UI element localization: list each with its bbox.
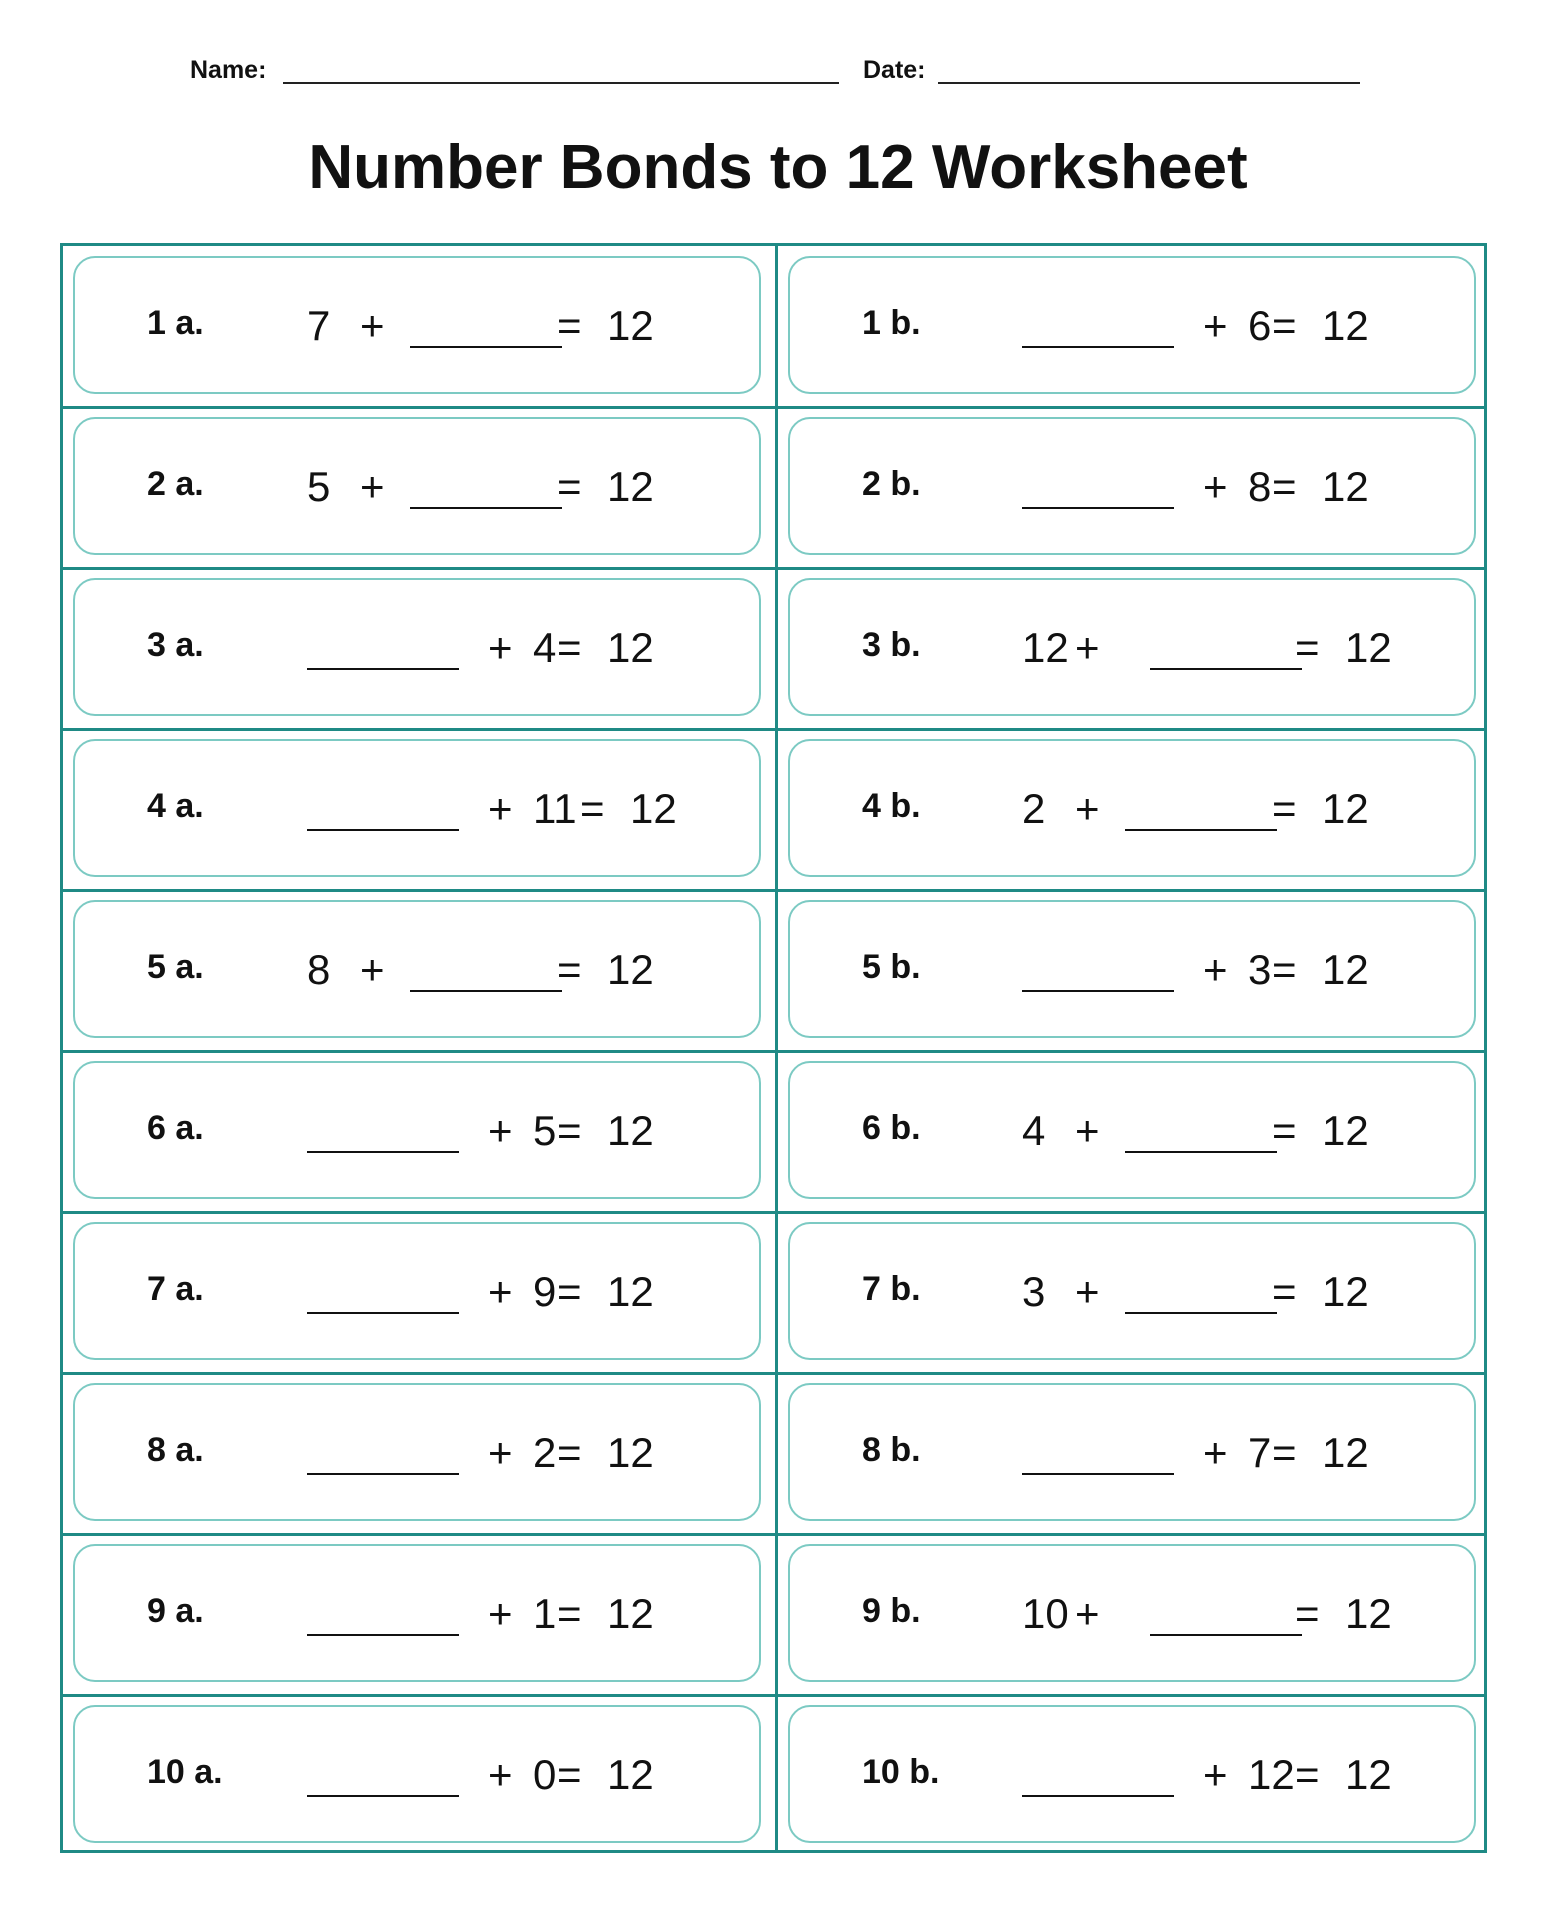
total-value: 12 xyxy=(607,1429,654,1476)
equals-sign: = xyxy=(557,1751,582,1798)
known-addend: 3 xyxy=(1022,1268,1046,1315)
equals-sign: = xyxy=(557,302,582,349)
problem-card xyxy=(788,739,1476,877)
known-addend: 3 xyxy=(1248,946,1272,993)
total-value: 12 xyxy=(1322,463,1369,510)
column-divider xyxy=(775,246,778,1850)
plus-sign: + xyxy=(1075,624,1100,671)
problem-label: 3 b. xyxy=(862,626,921,664)
problem-label: 2 b. xyxy=(862,465,921,503)
problem-card xyxy=(73,256,761,394)
total-value: 12 xyxy=(607,1107,654,1154)
problem-card xyxy=(788,1383,1476,1521)
known-addend: 12 xyxy=(1022,624,1069,671)
total-value: 12 xyxy=(607,302,654,349)
problem-card xyxy=(73,739,761,877)
row-divider xyxy=(63,1050,1484,1053)
answer-blank[interactable] xyxy=(1150,1634,1302,1636)
answer-blank[interactable] xyxy=(1022,346,1174,348)
problem-card xyxy=(73,1544,761,1682)
equals-sign: = xyxy=(1272,463,1297,510)
answer-blank[interactable] xyxy=(1022,507,1174,509)
known-addend: 5 xyxy=(307,463,331,510)
problem-label: 7 a. xyxy=(147,1270,204,1308)
total-value: 12 xyxy=(607,463,654,510)
total-value: 12 xyxy=(607,624,654,671)
answer-blank[interactable] xyxy=(1022,990,1174,992)
known-addend: 12 xyxy=(1248,1751,1295,1798)
plus-sign: + xyxy=(1075,1590,1100,1637)
problem-label: 6 a. xyxy=(147,1109,204,1147)
problem-label: 4 b. xyxy=(862,787,921,825)
total-value: 12 xyxy=(1322,1107,1369,1154)
problem-label: 9 b. xyxy=(862,1592,921,1630)
total-value: 12 xyxy=(630,785,677,832)
answer-blank[interactable] xyxy=(307,1151,459,1153)
problem-label: 5 a. xyxy=(147,948,204,986)
answer-blank[interactable] xyxy=(307,1795,459,1797)
problem-label: 8 a. xyxy=(147,1431,204,1469)
equals-sign: = xyxy=(557,1107,582,1154)
row-divider xyxy=(63,406,1484,409)
name-date-header xyxy=(190,54,1370,94)
answer-blank[interactable] xyxy=(307,829,459,831)
known-addend: 8 xyxy=(1248,463,1272,510)
page-title: Number Bonds to 12 Worksheet xyxy=(308,133,1248,202)
row-divider xyxy=(63,1533,1484,1536)
known-addend: 6 xyxy=(1248,302,1272,349)
plus-sign: + xyxy=(1203,1429,1228,1476)
total-value: 12 xyxy=(1322,1268,1369,1315)
equals-sign: = xyxy=(1272,785,1297,832)
problem-card xyxy=(788,1705,1476,1843)
total-value: 12 xyxy=(607,946,654,993)
known-addend: 7 xyxy=(1248,1429,1272,1476)
equals-sign: = xyxy=(1272,946,1297,993)
row-divider xyxy=(63,728,1484,731)
row-divider xyxy=(63,567,1484,570)
known-addend: 2 xyxy=(533,1429,557,1476)
equals-sign: = xyxy=(1272,1429,1297,1476)
plus-sign: + xyxy=(488,785,513,832)
problem-card xyxy=(73,1705,761,1843)
problem-label: 10 a. xyxy=(147,1753,223,1791)
problem-card xyxy=(788,256,1476,394)
problem-label: 10 b. xyxy=(862,1753,940,1791)
answer-blank[interactable] xyxy=(1022,1795,1174,1797)
equals-sign: = xyxy=(557,946,582,993)
problem-label: 7 b. xyxy=(862,1270,921,1308)
known-addend: 5 xyxy=(533,1107,557,1154)
plus-sign: + xyxy=(488,1590,513,1637)
known-addend: 2 xyxy=(1022,785,1046,832)
total-value: 12 xyxy=(1345,624,1392,671)
answer-blank[interactable] xyxy=(307,1634,459,1636)
answer-blank[interactable] xyxy=(1125,1151,1277,1153)
plus-sign: + xyxy=(488,1107,513,1154)
plus-sign: + xyxy=(488,1268,513,1315)
answer-blank[interactable] xyxy=(410,346,562,348)
plus-sign: + xyxy=(1075,785,1100,832)
known-addend: 1 xyxy=(533,1590,557,1637)
equals-sign: = xyxy=(1272,1107,1297,1154)
row-divider xyxy=(63,1211,1484,1214)
equals-sign: = xyxy=(557,463,582,510)
plus-sign: + xyxy=(1203,302,1228,349)
answer-blank[interactable] xyxy=(307,1312,459,1314)
plus-sign: + xyxy=(360,946,385,993)
problem-card xyxy=(788,1061,1476,1199)
equals-sign: = xyxy=(1295,624,1320,671)
date-line[interactable] xyxy=(938,82,1360,84)
answer-blank[interactable] xyxy=(1125,829,1277,831)
total-value: 12 xyxy=(1322,946,1369,993)
total-value: 12 xyxy=(1345,1590,1392,1637)
answer-blank[interactable] xyxy=(1150,668,1302,670)
total-value: 12 xyxy=(1322,302,1369,349)
equals-sign: = xyxy=(557,1268,582,1315)
known-addend: 4 xyxy=(1022,1107,1046,1154)
plus-sign: + xyxy=(1075,1107,1100,1154)
row-divider xyxy=(63,1694,1484,1697)
known-addend: 11 xyxy=(533,785,577,832)
answer-blank[interactable] xyxy=(307,668,459,670)
known-addend: 9 xyxy=(533,1268,557,1315)
name-line[interactable] xyxy=(283,82,839,84)
problem-card xyxy=(788,900,1476,1038)
plus-sign: + xyxy=(1203,1751,1228,1798)
date-label: Date: xyxy=(863,56,926,84)
total-value: 12 xyxy=(1322,1429,1369,1476)
plus-sign: + xyxy=(488,1751,513,1798)
equals-sign: = xyxy=(1272,1268,1297,1315)
answer-blank[interactable] xyxy=(1022,1473,1174,1475)
problem-card xyxy=(788,578,1476,716)
problem-card xyxy=(73,1383,761,1521)
plus-sign: + xyxy=(360,463,385,510)
problem-grid xyxy=(60,243,1487,1853)
plus-sign: + xyxy=(488,1429,513,1476)
plus-sign: + xyxy=(488,624,513,671)
equals-sign: = xyxy=(1295,1590,1320,1637)
total-value: 12 xyxy=(607,1268,654,1315)
known-addend: 4 xyxy=(533,624,557,671)
equals-sign: = xyxy=(580,785,605,832)
plus-sign: + xyxy=(1203,946,1228,993)
problem-card xyxy=(73,578,761,716)
total-value: 12 xyxy=(1345,1751,1392,1798)
plus-sign: + xyxy=(1075,1268,1100,1315)
problem-card xyxy=(73,417,761,555)
problem-label: 3 a. xyxy=(147,626,204,664)
equals-sign: = xyxy=(1295,1751,1320,1798)
answer-blank[interactable] xyxy=(307,1473,459,1475)
problem-label: 1 a. xyxy=(147,304,204,342)
known-addend: 7 xyxy=(307,302,331,349)
problem-card xyxy=(73,1061,761,1199)
equals-sign: = xyxy=(1272,302,1297,349)
problem-label: 9 a. xyxy=(147,1592,204,1630)
problem-card xyxy=(788,1222,1476,1360)
problem-label: 2 a. xyxy=(147,465,204,503)
answer-blank[interactable] xyxy=(1125,1312,1277,1314)
name-label: Name: xyxy=(190,56,267,84)
row-divider xyxy=(63,1372,1484,1375)
equals-sign: = xyxy=(557,1590,582,1637)
equals-sign: = xyxy=(557,624,582,671)
known-addend: 8 xyxy=(307,946,331,993)
known-addend: 0 xyxy=(533,1751,557,1798)
problem-label: 6 b. xyxy=(862,1109,921,1147)
answer-blank[interactable] xyxy=(410,507,562,509)
row-divider xyxy=(63,889,1484,892)
total-value: 12 xyxy=(1322,785,1369,832)
total-value: 12 xyxy=(607,1751,654,1798)
problem-card xyxy=(73,1222,761,1360)
problem-card xyxy=(788,1544,1476,1682)
equals-sign: = xyxy=(557,1429,582,1476)
problem-label: 8 b. xyxy=(862,1431,921,1469)
plus-sign: + xyxy=(1203,463,1228,510)
answer-blank[interactable] xyxy=(410,990,562,992)
plus-sign: + xyxy=(360,302,385,349)
total-value: 12 xyxy=(607,1590,654,1637)
problem-card xyxy=(73,900,761,1038)
problem-label: 4 a. xyxy=(147,787,204,825)
known-addend: 10 xyxy=(1022,1590,1069,1637)
problem-card xyxy=(788,417,1476,555)
problem-label: 1 b. xyxy=(862,304,921,342)
problem-label: 5 b. xyxy=(862,948,921,986)
